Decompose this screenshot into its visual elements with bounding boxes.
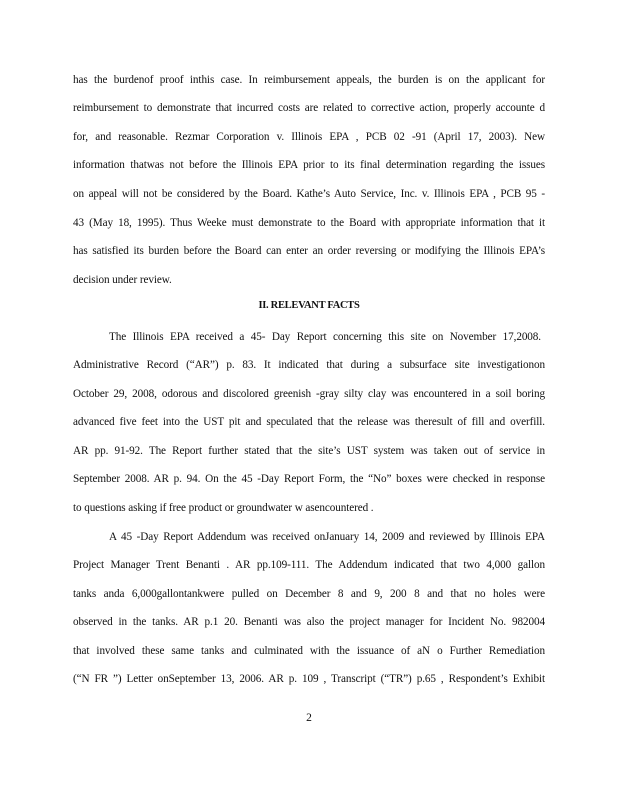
text-line: The Illinois EPA received a 45- Day Report concerning this site on November 17,2008.	[109, 331, 541, 343]
text-line: has the burdenof proof inthis case. In reimbursement appeals, the burden is on the applicant for	[73, 74, 545, 86]
text-line: to questions asking if free product or groundwater w asencountered .	[73, 502, 374, 514]
text-line: observed in the tanks. AR p.1 20. Benanti was also the project manager for Incident No. 982004	[73, 616, 545, 628]
text-line: decision under review.	[73, 274, 172, 286]
text-line: information thatwas not before the Illinois EPA prior to its final determination regarding the issues	[73, 159, 545, 171]
text-line: October 29, 2008, odorous and discolored greenish -gray silty clay was encountered in a soil boring	[73, 388, 545, 400]
text-line: on appeal will not be considered by the Board. Kathe’s Auto Service, Inc. v. Illinois EPA , PCB 95 -	[73, 188, 545, 200]
text-line: that involved these same tanks and culminated with the issuance of aN o Further Remediation	[73, 645, 545, 657]
text-line: tanks anda 6,000gallontankwere pulled on December 8 and 9, 200 8 and that no holes were	[73, 588, 545, 600]
text-line: advanced five feet into the UST pit and speculated that the release was theresult of fill and overfill.	[73, 416, 545, 428]
text-line: has satisfied its burden before the Board can enter an order reversing or modifying the Illinois EPA’s	[73, 245, 545, 257]
text-line: Project Manager Trent Benanti . AR pp.109-111. The Addendum indicated that two 4,000 gallon	[73, 559, 545, 571]
page-number: 2	[306, 712, 312, 724]
section-heading: II. RELEVANT FACTS	[258, 300, 360, 311]
text-line: (“N FR ”) Letter onSeptember 13, 2006. AR p. 109 , Transcript (“TR”) p.65 , Respondent’s Exhibit	[73, 673, 545, 685]
text-line: September 2008. AR p. 94. On the 45 -Day Report Form, the “No” boxes were checked in response	[73, 473, 545, 485]
text-line: for, and reasonable. Rezmar Corporation v. Illinois EPA , PCB 02 -91 (April 17, 2003). New	[73, 131, 545, 143]
text-line: A 45 -Day Report Addendum was received onJanuary 14, 2009 and reviewed by Illinois EPA	[109, 531, 545, 543]
text-line: 43 (May 18, 1995). Thus Weeke must demonstrate to the Board with appropriate information that it	[73, 217, 545, 229]
text-line: AR pp. 91-92. The Report further stated that the site’s UST system was taken out of service in	[73, 445, 545, 457]
text-line: reimbursement to demonstrate that incurred costs are related to corrective action, properly accounte d	[73, 102, 545, 114]
text-line: Administrative Record (“AR”) p. 83. It indicated that during a subsurface site investigationon	[73, 359, 545, 371]
